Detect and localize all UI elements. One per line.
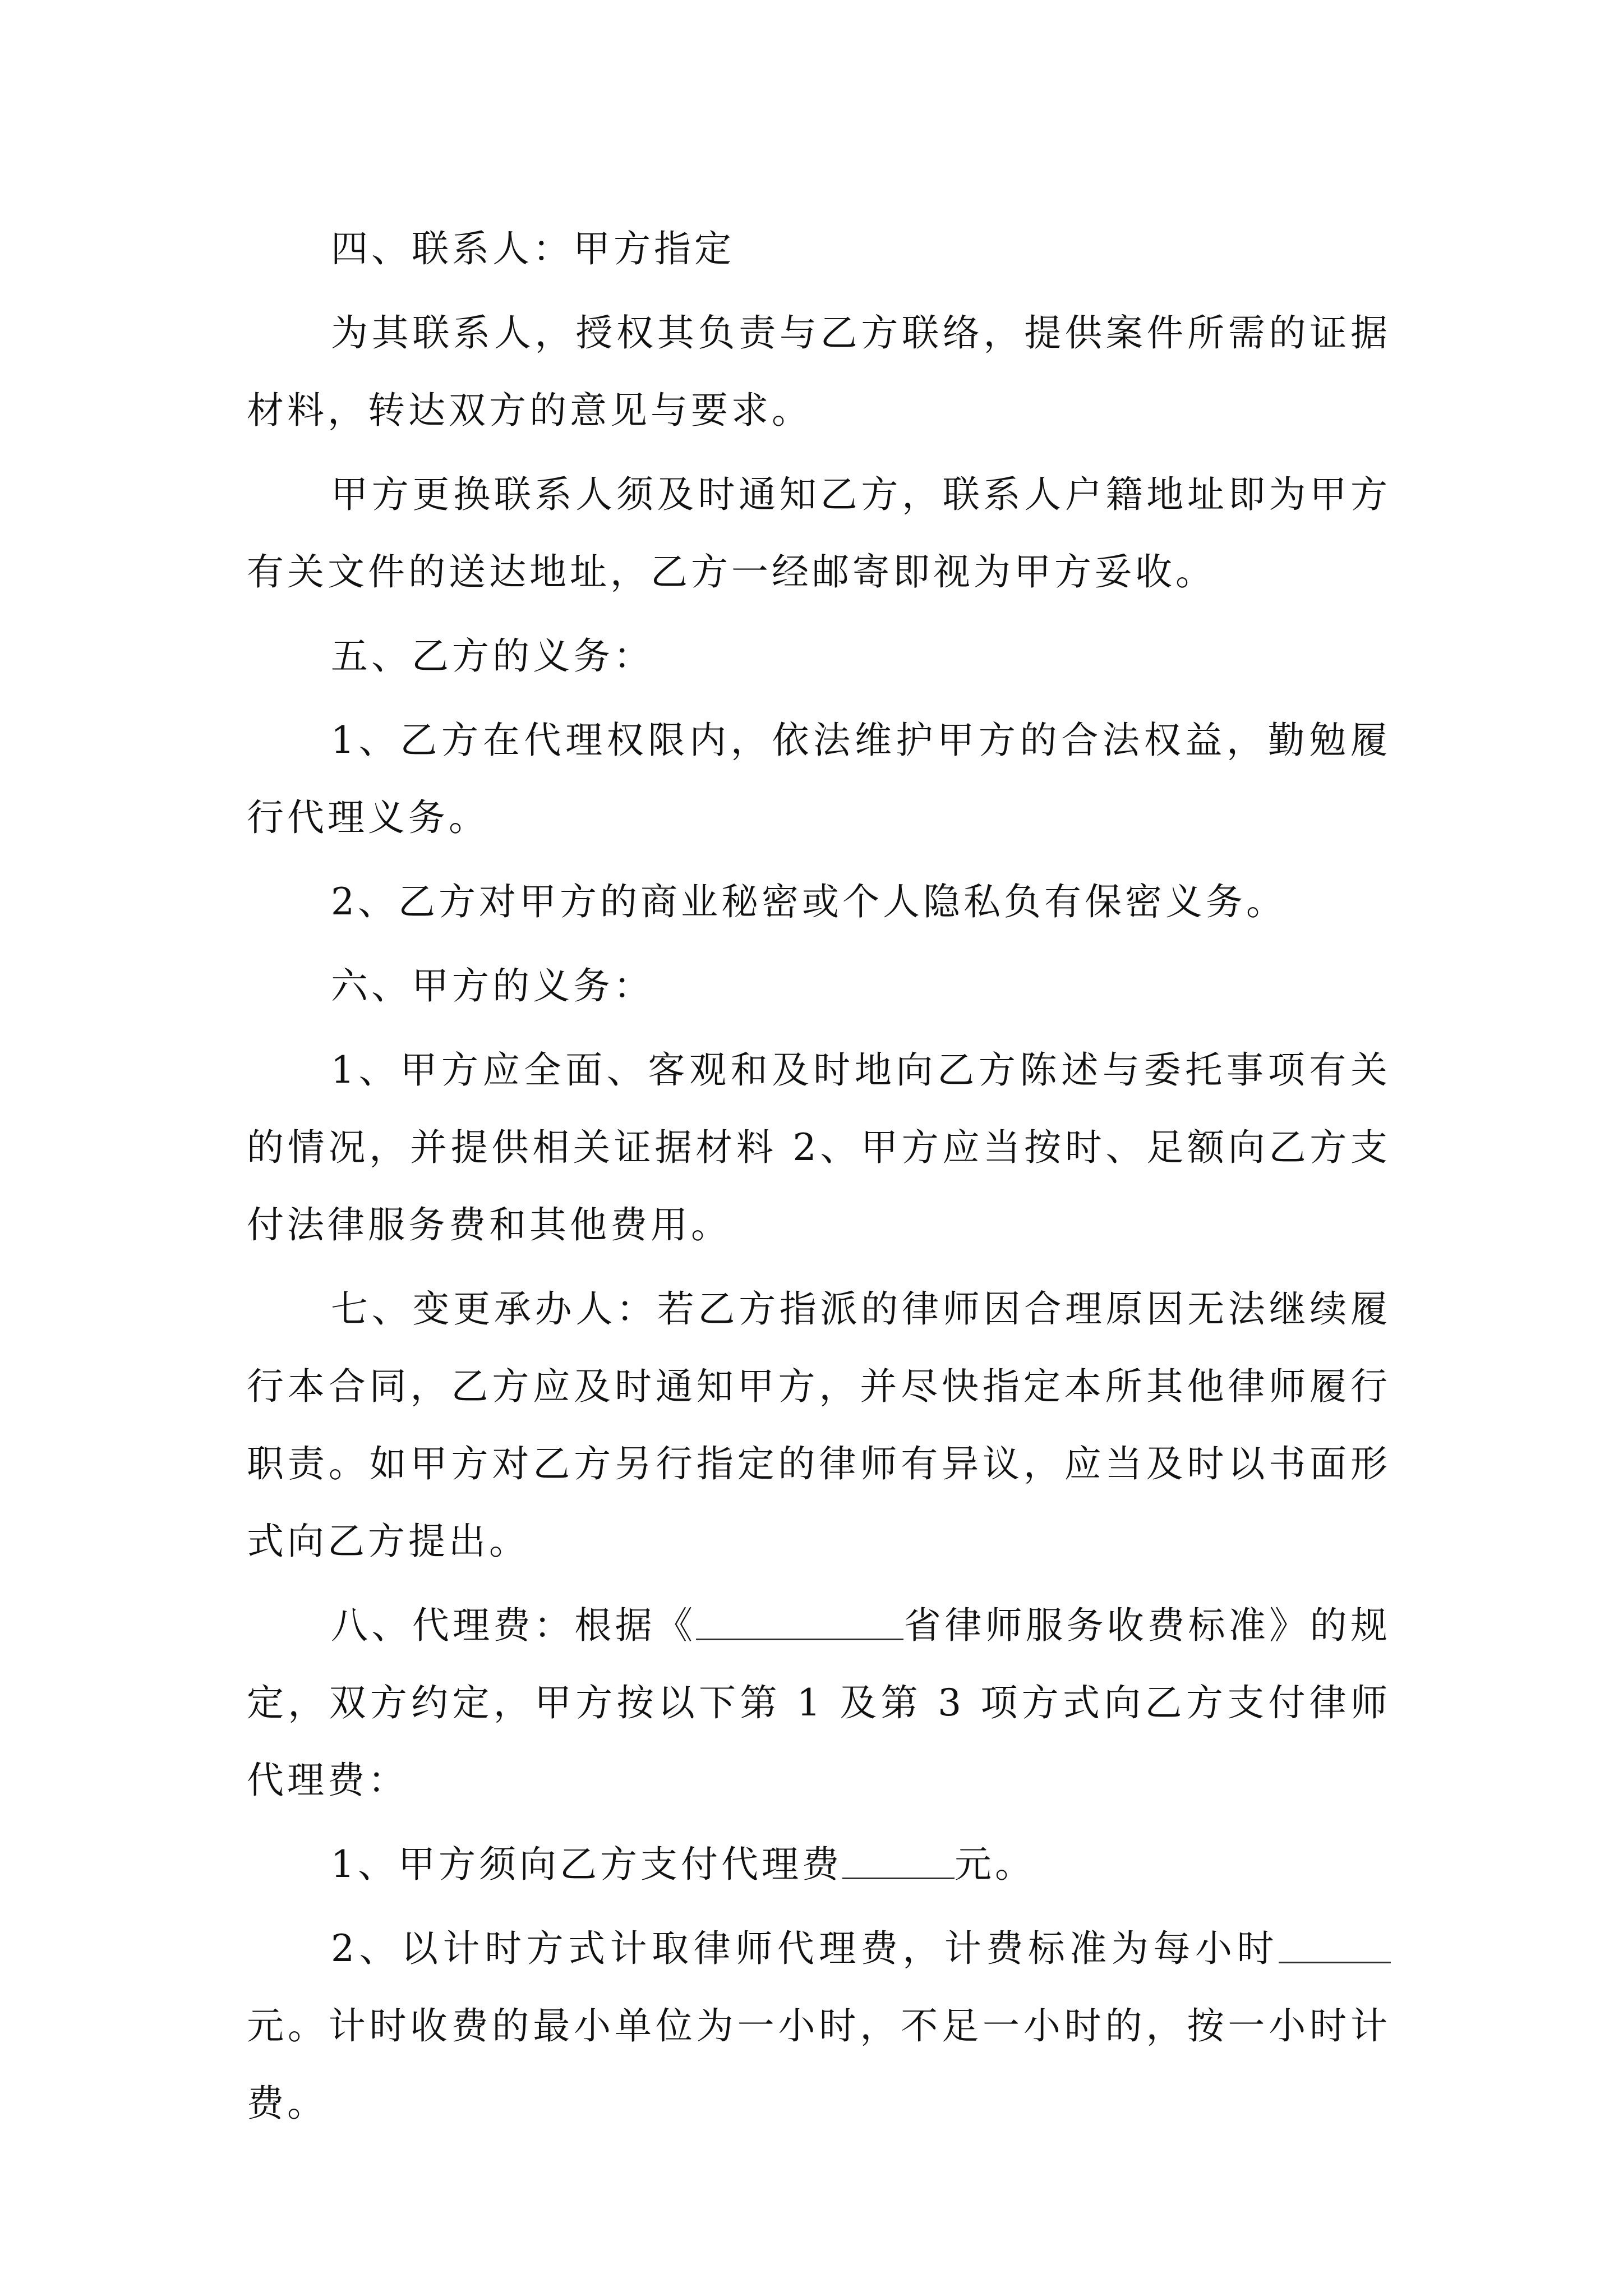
agency-fee-text-after: 省律师服务收费标准》的规定，双方约定，甲方按以下第 1 及第 3 项方式向乙方支付律师代理费： xyxy=(247,1604,1391,1802)
paragraph-fee-option-1 xyxy=(247,1826,1391,1903)
fee-option-1-text-before: 1、甲方须向乙方支付代理费 xyxy=(331,1843,842,1886)
document-body xyxy=(247,210,1391,2142)
agency-fee-text-before: 八、代理费：根据《 xyxy=(331,1604,697,1647)
paragraph-contact-duties: 为其联系人，授权其负责与乙方联络，提供案件所需的证据材料，转达双方的意见与要求。 xyxy=(247,311,1391,432)
fee-amount-blank-field[interactable] xyxy=(842,1844,955,1879)
hourly-rate-blank-field[interactable] xyxy=(1279,1928,1391,1963)
fee-option-2-text-after: 元。计时收费的最小单位为一小时，不足一小时的，按一小时计费。 xyxy=(247,2004,1391,2125)
fee-option-1-text-after: 元。 xyxy=(955,1843,1035,1886)
paragraph-contact-person-heading: 四、联系人：甲方指定 xyxy=(331,227,735,270)
paragraph-contact-change: 甲方更换联系人须及时通知乙方，联系人户籍地址即为甲方有关文件的送达地址，乙方一经邮寄即视为甲方妥收。 xyxy=(247,473,1391,593)
paragraph-party-b-obligation-2: 2、乙方对甲方的商业秘密或个人隐私负有保密义务。 xyxy=(331,880,1287,923)
province-blank-field[interactable] xyxy=(696,1605,903,1640)
paragraph-agency-fee xyxy=(247,1587,1391,1819)
fee-option-2-text-before: 2、以计时方式计取律师代理费，计费标准为每小时 xyxy=(331,1927,1279,1970)
paragraph-fee-option-2 xyxy=(247,1910,1391,2142)
paragraph-party-b-obligation-1: 1、乙方在代理权限内，依法维护甲方的合法权益，勤勉履行代理义务。 xyxy=(247,719,1391,839)
paragraph-party-a-obligations: 1、甲方应全面、客观和及时地向乙方陈述与委托事项有关的情况，并提供相关证据材料 2、甲方应当按时、足额向乙方支付法律服务费和其他费用。 xyxy=(247,1048,1391,1246)
paragraph-party-b-obligations-heading: 五、乙方的义务： xyxy=(331,634,654,678)
paragraph-change-of-lawyer: 七、变更承办人：若乙方指派的律师因合理原因无法继续履行本合同，乙方应及时通知甲方，并尽快指定本所其他律师履行职责。如甲方对乙方另行指定的律师有异议，应当及时以书面形式向乙方提出。 xyxy=(247,1287,1391,1563)
paragraph-party-a-obligations-heading: 六、甲方的义务： xyxy=(331,964,654,1007)
